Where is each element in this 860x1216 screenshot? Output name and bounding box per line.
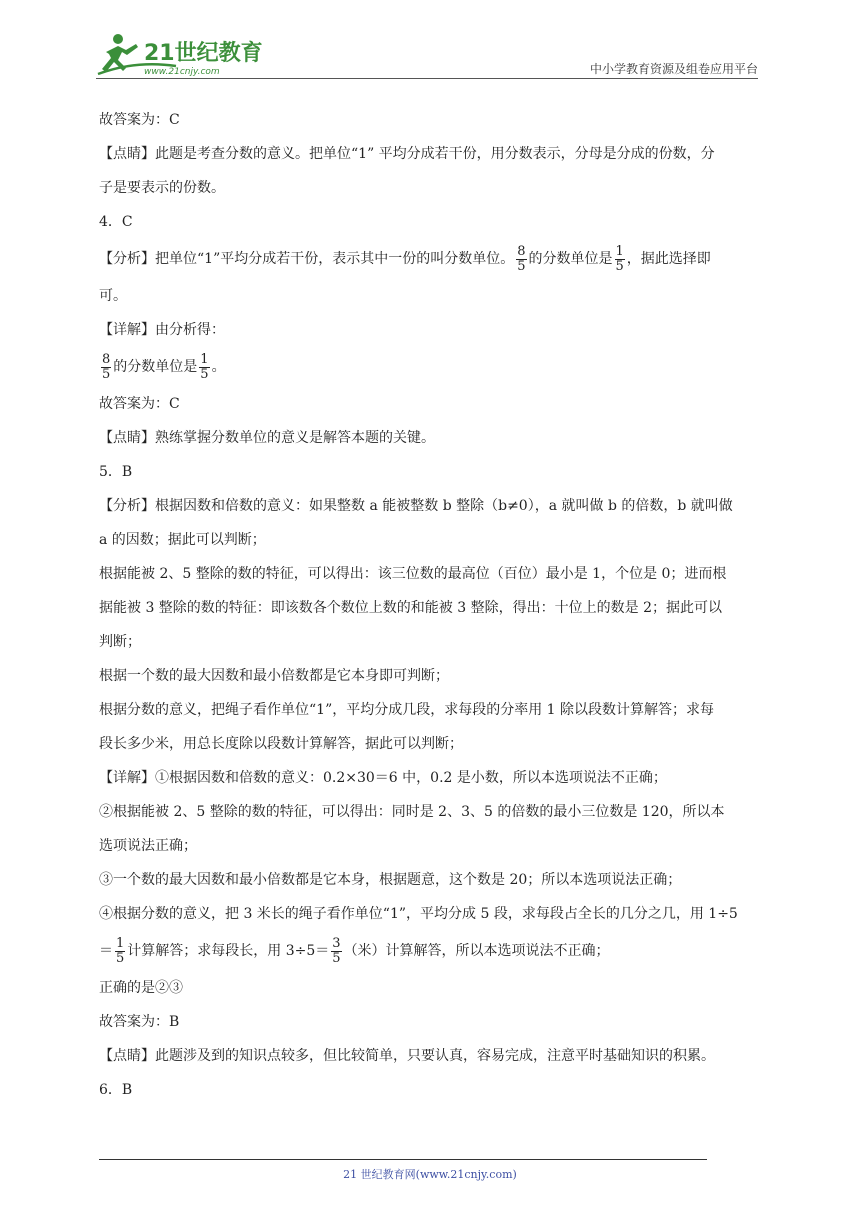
fraction-denominator: 5 [615, 258, 624, 274]
footer-link[interactable]: 21 世纪教育网(www.21cnjy.com) [343, 1168, 517, 1181]
fraction-numerator: 8 [102, 351, 111, 367]
text-line: 段长多少米，用总长度除以段数计算解答，据此可以判断； [99, 736, 463, 752]
text-line: 【详解】①根据因数和倍数的意义：0.2×30＝6 中，0.2 是小数，所以本选项说法不正确； [99, 770, 667, 786]
logo-text: 21世纪教育 [144, 41, 263, 66]
text-line [99, 239, 759, 279]
fraction-8-5 [516, 245, 526, 274]
fraction-denominator: 5 [517, 258, 526, 274]
text-line: 判断； [99, 634, 141, 650]
fraction-numerator: 1 [200, 351, 209, 367]
text-line [99, 347, 759, 387]
text-line: 故答案为：C [99, 396, 180, 412]
fraction-denominator: 5 [200, 366, 209, 382]
fraction-denominator: 5 [116, 950, 125, 966]
fraction-8-5 [101, 353, 111, 382]
text-line: 根据能被 2、5 整除的数的特征，可以得出：该三位数的最高位（百位）最小是 1，个位是 0；进而根 [99, 566, 727, 582]
fraction-1-5 [615, 245, 625, 274]
text-line: a 的因数；据此可以判断； [99, 532, 266, 548]
question-number: 5．B [99, 464, 133, 480]
fraction-denominator: 5 [332, 950, 341, 966]
fraction-denominator: 5 [102, 366, 111, 382]
fraction-numerator: 1 [116, 935, 125, 951]
text-segment: （米）计算解答，所以本选项说法不正确； [343, 943, 610, 959]
text-segment: ＝ [99, 943, 113, 959]
header-divider [96, 78, 758, 79]
fraction-numerator: 1 [615, 243, 624, 259]
text-segment: 计算解答；求每段长，用 3÷5＝ [127, 943, 330, 959]
text-line: 子是要表示的份数。 [99, 180, 225, 196]
fraction-3-5 [331, 937, 341, 966]
text-line: 根据分数的意义，把绳子看作单位“1”，平均分成几段，求每段的分率用 1 除以段数计算解答；求每 [99, 702, 715, 718]
text-line: 【分析】根据因数和倍数的意义：如果整数 a 能被整数 b 整除（b≠0），a 就叫做 b 的倍数，b 就叫做 [99, 498, 733, 514]
logo [96, 30, 266, 80]
text-line: 故答案为：B [99, 1014, 180, 1030]
text-line: ③一个数的最大因数和最小倍数都是它本身，根据题意，这个数是 20；所以本选项说法正确； [99, 872, 682, 888]
text-line: 故答案为：C [99, 112, 180, 128]
text-line: 正确的是②③ [99, 980, 183, 996]
text-segment: ，据此选择即 [626, 251, 711, 267]
text-line: 选项说法正确； [99, 838, 197, 854]
text-line: 可。 [99, 288, 127, 304]
text-segment: 的分数单位是 [113, 359, 198, 375]
text-line: ④根据分数的意义，把 3 米长的绳子看作单位“1”，平均分成 5 段，求每段占全长的几分之几，用 1÷5 [99, 906, 738, 922]
text-segment: 。 [211, 359, 226, 375]
logo-url: www.21cnjy.com [144, 67, 220, 77]
text-line: 【详解】由分析得： [99, 322, 225, 338]
fraction-1-5 [199, 353, 209, 382]
text-line: 【点睛】此题是考查分数的意义。把单位“1” 平均分成若干份，用分数表示，分母是分成的份数，分 [99, 146, 715, 162]
text-line: 【点睛】熟练掌握分数单位的意义是解答本题的关键。 [99, 430, 435, 446]
text-line: 【点睛】此题涉及到的知识点较多，但比较简单，只要认真，容易完成，注意平时基础知识的积累。 [99, 1048, 715, 1064]
text-line [99, 931, 759, 971]
page-header [96, 30, 758, 80]
fraction-numerator: 8 [517, 243, 526, 259]
text-line: 根据一个数的最大因数和最小倍数都是它本身即可判断； [99, 668, 449, 684]
fraction-1-5 [115, 937, 125, 966]
platform-title: 中小学教育资源及组卷应用平台 [589, 62, 758, 76]
footer-divider [99, 1159, 707, 1160]
question-number: 4．C [99, 214, 133, 230]
document-body [99, 103, 759, 1107]
text-segment: 【分析】把单位“1”平均分成若干份，表示其中一份的叫分数单位。 [99, 251, 515, 267]
text-line: 据能被 3 整除的数的特征：即该数各个数位上数的和能被 3 整除，得出：十位上的数是 2；据此可以 [99, 600, 722, 616]
text-line: ②根据能被 2、5 整除的数的特征，可以得出：同时是 2、3、5 的倍数的最小三位数是 120，所以本 [99, 804, 725, 820]
text-segment: 的分数单位是 [528, 251, 613, 267]
fraction-numerator: 3 [332, 935, 341, 951]
question-number: 6．B [99, 1082, 133, 1098]
